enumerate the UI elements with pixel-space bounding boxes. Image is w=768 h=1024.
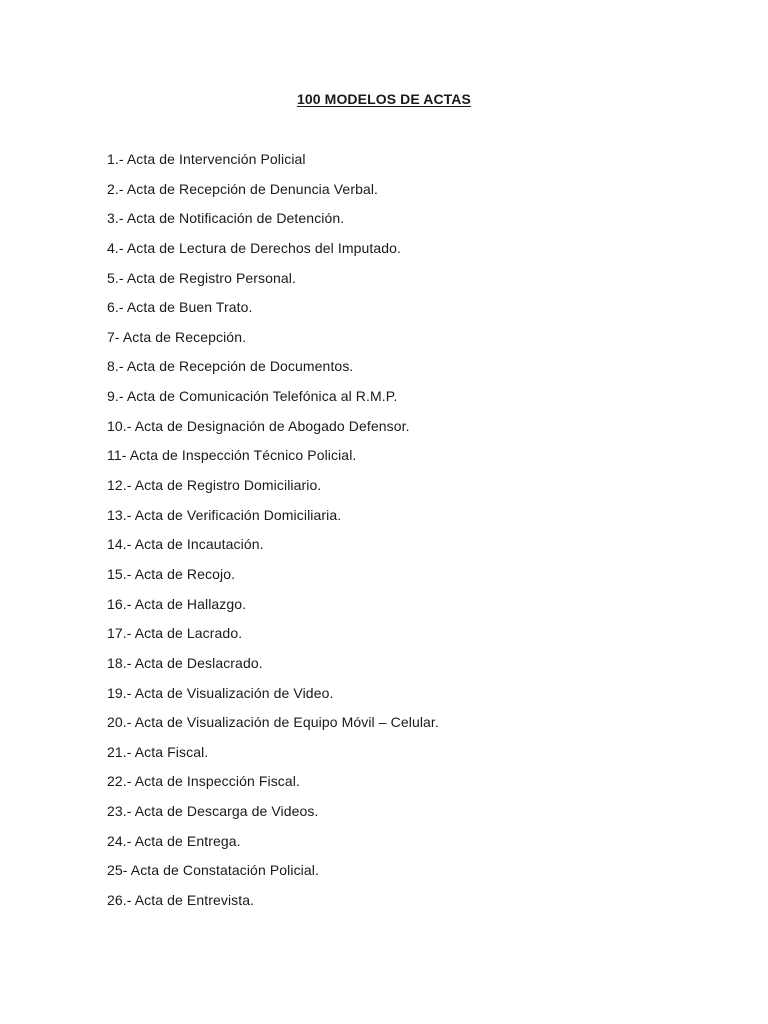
list-item: 16.- Acta de Hallazgo.	[107, 595, 247, 612]
list-item: 9.- Acta de Comunicación Telefónica al R.M.P.	[107, 388, 398, 405]
list-item: 8.- Acta de Recepción de Documentos.	[107, 358, 354, 375]
list-item: 1.- Acta de Intervención Policial	[107, 151, 306, 167]
list-item: 18.- Acta de Deslacrado.	[107, 654, 263, 671]
list-item: 11- Acta de Inspección Técnico Policial.	[107, 447, 357, 464]
list-item: 14.- Acta de Incautación.	[107, 536, 264, 553]
list-item: 7- Acta de Recepción.	[107, 328, 247, 345]
list-item: 22.- Acta de Inspección Fiscal.	[107, 773, 300, 790]
list-item: 24.- Acta de Entrega.	[107, 832, 241, 849]
list-item: 23.- Acta de Descarga de Videos.	[107, 803, 319, 820]
list-item: 10.- Acta de Designación de Abogado Defensor.	[107, 417, 410, 434]
list-item: 5.- Acta de Registro Personal.	[107, 269, 296, 286]
list-item: 12.- Acta de Registro Domiciliario.	[107, 477, 322, 494]
list-item: 6.- Acta de Buen Trato.	[107, 299, 253, 316]
list-item: 3.- Acta de Notificación de Detención.	[107, 210, 345, 227]
list-item: 25- Acta de Constatación Policial.	[107, 862, 319, 879]
list-item: 26.- Acta de Entrevista.	[107, 892, 255, 909]
list-item: 2.- Acta de Recepción de Denuncia Verbal.	[107, 180, 379, 197]
list-item: 15.- Acta de Recojo.	[107, 565, 236, 582]
document-title: 100 MODELOS DE ACTAS	[297, 91, 471, 107]
list-item: 19.- Acta de Visualización de Video.	[107, 684, 334, 701]
list-item: 4.- Acta de Lectura de Derechos del Imputado.	[107, 239, 402, 256]
acta-list	[107, 149, 439, 920]
list-item: 20.- Acta de Visualización de Equipo Móvil – Celular.	[107, 714, 439, 731]
list-item: 13.- Acta de Verificación Domiciliaria.	[107, 506, 342, 523]
list-item: 17.- Acta de Lacrado.	[107, 625, 243, 642]
list-item: 21.- Acta Fiscal.	[107, 743, 209, 760]
